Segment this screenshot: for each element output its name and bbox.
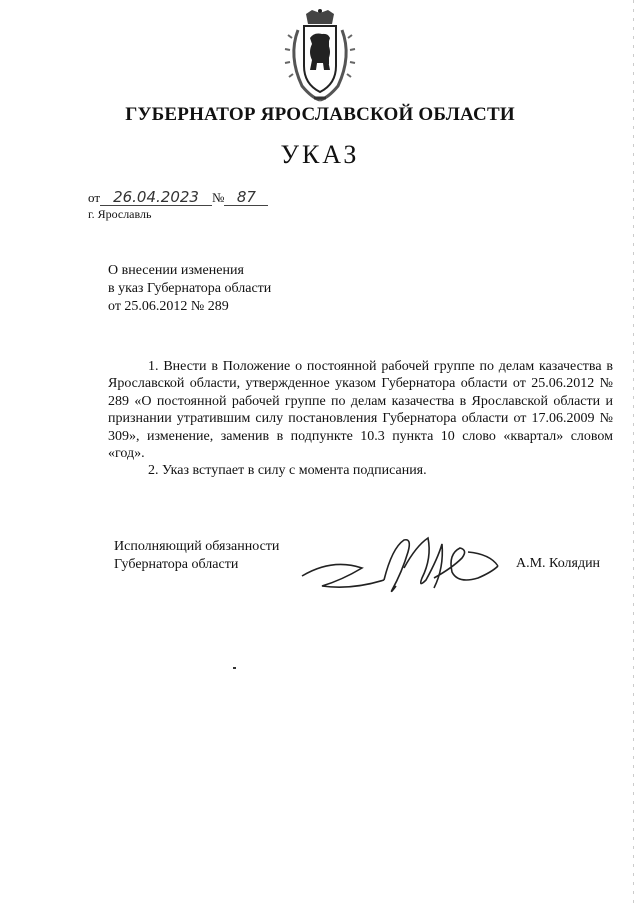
document-date: 26.04.2023: [100, 189, 212, 206]
signer-title-line-2: Губернатора области: [114, 557, 239, 572]
signer-title-line-1: Исполняющий обязанности: [114, 539, 280, 554]
document-meta: [88, 189, 388, 222]
subject-line-3: от 25.06.2012 № 289: [108, 299, 229, 314]
issue-city: г. Ярославль: [88, 207, 152, 221]
document-subject: [108, 262, 271, 316]
date-prefix: от: [88, 190, 101, 205]
page-edge: [633, 0, 634, 905]
signer-title: [114, 538, 279, 574]
scan-speck: [233, 667, 236, 669]
handwritten-signature-icon: [292, 528, 512, 600]
document-type: УКАЗ: [280, 140, 360, 169]
signer-name: А.М. Колядин: [516, 556, 601, 571]
issuer-title: ГУБЕРНАТОР ЯРОСЛАВСКОЙ ОБЛАСТИ: [125, 104, 515, 125]
subject-line-1: О внесении изменения: [108, 263, 244, 278]
date-number-row: [88, 189, 388, 206]
coat-of-arms-icon: [268, 8, 372, 104]
subject-line-2: в указ Губернатора области: [108, 281, 272, 296]
document-body: [108, 358, 613, 480]
document-number: 87: [224, 189, 268, 206]
body-paragraph-1: 1. Внести в Положение о постоянной рабочей группе по делам казачества в Ярославской области, утвержденное указом Губернатора области от 25.06.2012 № 289 «О постоянной рабочей группе по делам казачества в Ярославской области и признании утратившим силу постановления Губернатора области от 17.06.2009 № 309», изменение, заменив в подпункте 10.3 пункта 10 слово «квартал» словом «год».: [108, 359, 613, 462]
body-paragraph-2: 2. Указ вступает в силу с момента подписания.: [148, 463, 427, 479]
number-prefix: №: [212, 190, 225, 205]
